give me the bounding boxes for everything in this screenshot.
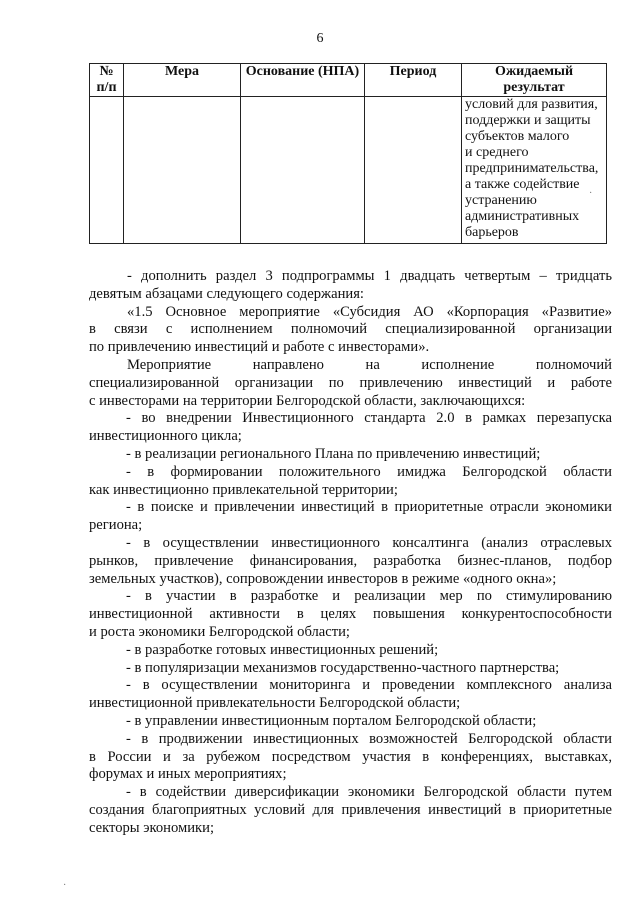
result-line: условий для развития, — [465, 97, 598, 112]
text-line: - в формировании положительного имиджа Белгородской области — [126, 463, 612, 480]
result-line: барьеров — [465, 225, 519, 240]
text-line: в связи с исполнением полномочий специализированной организации — [89, 321, 612, 338]
text-line: «1.5 Основное мероприятие «Субсидия АО «Корпорация «Развитие» — [127, 303, 612, 320]
text-line: секторы экономики; — [89, 819, 215, 836]
header-period: Период — [365, 64, 462, 97]
document-body — [89, 268, 612, 838]
table-row — [90, 97, 607, 244]
result-line: и среднего — [465, 145, 529, 160]
text-line: - в содействии диверсификации экономики Белгородской области путем — [126, 784, 612, 801]
result-line: поддержки и защиты — [465, 113, 591, 128]
text-line: как инвестиционно привлекательной территории; — [89, 481, 398, 498]
text-line: - в участии в разработке и реализации мер по стимулированию — [126, 588, 612, 605]
text-line: по привлечению инвестиций и работе с инвесторами». — [89, 339, 430, 356]
text-line: создания благоприятных условий для привлечения инвестиций в приоритетные — [89, 801, 612, 818]
text-line: инвестиционного цикла; — [89, 428, 242, 445]
text-line: Мероприятие направлено на исполнение полномочий — [127, 356, 612, 373]
result-line: устранению — [465, 193, 537, 208]
result-line: предпринимательства, — [465, 161, 599, 176]
header-basis: Основание (НПА) — [241, 64, 365, 97]
header-measure: Мера — [124, 64, 241, 97]
text-line: и роста экономики Белгородской области; — [89, 623, 350, 640]
text-line: - в поиске и привлечении инвестиций в приоритетные отрасли экономики — [126, 499, 612, 516]
text-line: - в осуществлении мониторинга и проведении комплексного анализа — [126, 677, 612, 694]
text-line: в России и за рубежом посредством участия в конференциях, выставках, — [89, 748, 612, 765]
text-line: - во внедрении Инвестиционного стандарта 2.0 в рамках перезапуска — [126, 410, 612, 427]
cell-number — [90, 97, 124, 244]
header-expected-result — [462, 64, 607, 97]
text-line: земельных участков), сопровождении инвесторов в режиме «одного окна»; — [89, 570, 557, 587]
table-header-row — [90, 64, 607, 97]
cell-period — [365, 97, 462, 244]
result-line: а также содействие — [465, 177, 580, 192]
text-line: с инвесторами на территории Белгородской области, заключающихся: — [89, 392, 526, 409]
text-line: - в реализации регионального Плана по привлечению инвестиций; — [126, 445, 541, 462]
cell-measure — [124, 97, 241, 244]
cell-expected-result — [462, 97, 607, 244]
text-line: девятым абзацами следующего содержания: — [89, 285, 364, 302]
text-line: - дополнить раздел 3 подпрограммы 1 двадцать четвертым – тридцать — [127, 268, 612, 284]
scan-speck: · — [63, 880, 67, 891]
text-line: рынков, привлечение финансирования, разработка бизнес-планов, подбор — [89, 552, 612, 569]
text-line: форумах и иных мероприятиях; — [89, 766, 287, 783]
scan-speck: · — [589, 188, 593, 199]
text-line: инвестиционной привлекательности Белгородской области; — [89, 695, 461, 712]
header-text: № п/п — [96, 64, 117, 95]
result-line: административных — [465, 209, 580, 224]
result-line: субъектов малого — [465, 129, 570, 144]
header-text: Ожидаемый результат — [494, 64, 574, 95]
cell-basis — [241, 97, 365, 244]
text-line: специализированной организации по привлечению инвестиций и работе — [89, 374, 612, 391]
text-line: - в популяризации механизмов государственно-частного партнерства; — [126, 659, 560, 676]
header-number — [90, 64, 124, 97]
text-line: - в разработке готовых инвестиционных решений; — [126, 641, 439, 658]
page-number: 6 — [316, 31, 324, 46]
text-line: региона; — [89, 517, 143, 534]
text-line: - в осуществлении инвестиционного консалтинга (анализ отраслевых — [126, 534, 612, 551]
measures-table — [89, 63, 607, 244]
text-line: инвестиционной активности в целях повышения конкурентоспособности — [89, 606, 612, 623]
text-line: - в управлении инвестиционным порталом Белгородской области; — [126, 712, 537, 729]
text-line: - в продвижении инвестиционных возможностей Белгородской области — [126, 730, 612, 747]
